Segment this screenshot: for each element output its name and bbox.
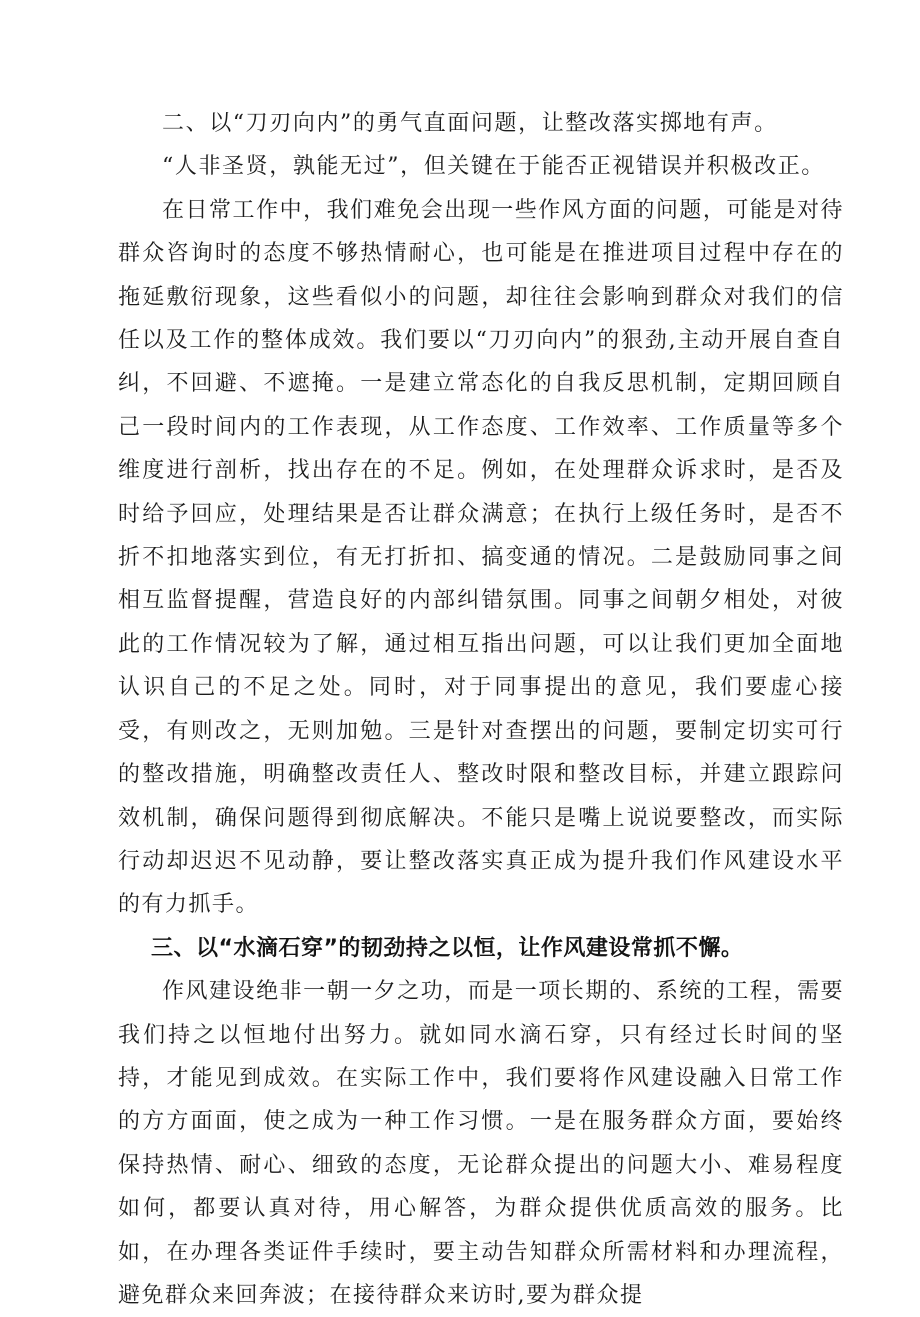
document-body [118,102,844,1317]
section-two-heading: 二、以“刀刃向内”的勇气直面问题，让整改落实掷地有声。 [162,111,778,136]
section-two-body-paragraph: 在日常工作中，我们难免会出现一些作风方面的问题，可能是对待群众咨询时的态度不够热情耐心，也可能是在推进项目过程中存在的拖延敷衍现象，这些看似小的问题，却往往会影响到群众对我们的信任以及工作的整体成效。我们要以“刀刃向内”的狠劲,主动开展自查自纠，不回避、不遮掩。一是建立常态化的自我反思机制，定期回顾自己一段时间内的工作表现，从工作态度、工作效率、工作质量等多个维度进行剖析，找出存在的不足。例如，在处理群众诉求时，是否及时给予回应，处理结果是否让群众满意；在执行上级任务时，是否不折不扣地落实到位，有无打折扣、搞变通的情况。二是鼓励同事之间相互监督提醒，营造良好的内部纠错氛围。同事之间朝夕相处，对彼此的工作情况较为了解，通过相互指出问题，可以让我们更加全面地认识自己的不足之处。同时，对于同事提出的意见，我们要虚心接受，有则改之，无则加勉。三是针对查摆出的问题，要制定切实可行的整改措施，明确整改责任人、整改时限和整改目标，并建立跟踪问效机制，确保问题得到彻底解决。不能只是嘴上说说要整改，而实际行动却迟迟不见动静，要让整改落实真正成为提升我们作风建设水平的有力抓手。 [118,197,844,918]
section-three-body-paragraph: 作风建设绝非一朝一夕之功，而是一项长期的、系统的工程，需要我们持之以恒地付出努力。就如同水滴石穿，只有经过长时间的坚持，才能见到成效。在实际工作中，我们要将作风建设融入日常工作的方方面面，使之成为一种工作习惯。一是在服务群众方面，要始终保持热情、耐心、细致的态度，无论群众提出的问题大小、难易程度如何，都要认真对待，用心解答，为群众提供优质高效的服务。比如，在办理各类证件手续时，要主动告知群众所需材料和办理流程，避免群众来回奔波；在接待群众来访时,要为群众提 [118,979,844,1308]
section-two-quote: “人非圣贤，孰能无过”，但关键在于能否正视错误并积极改正。 [162,154,825,180]
section-three-heading: 三、以“水滴石穿”的韧劲持之以恒，让作风建设常抓不懈。 [151,935,744,961]
